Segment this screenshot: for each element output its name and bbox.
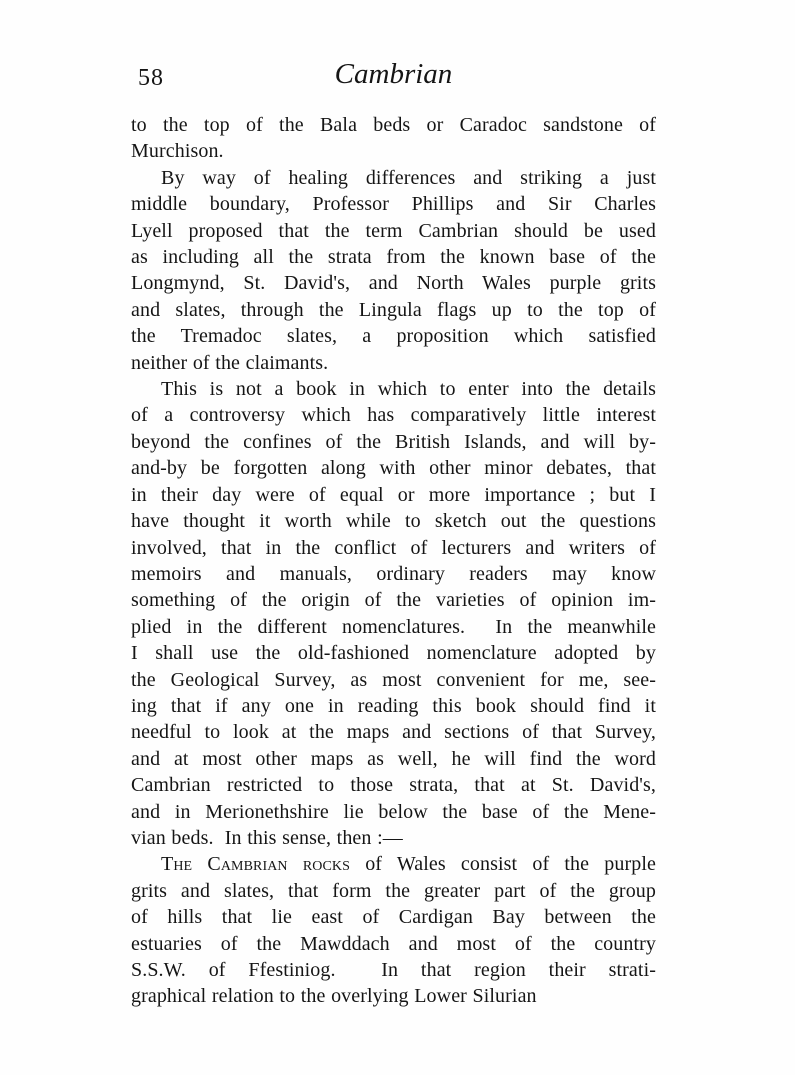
text-line: in their day were of equal or more importance ; but I — [131, 483, 656, 506]
text-line: to the top of the Bala beds or Caradoc sandstone of — [131, 114, 656, 136]
small-caps-text: rocks — [287, 853, 351, 876]
text-segment: of Wales consist of the purple — [350, 853, 656, 876]
text-line — [131, 851, 656, 877]
text-line: something of the origin of the varieties of opinion im- — [131, 589, 656, 612]
text-line: and at most other maps as well, he will find the word — [131, 747, 656, 770]
text-line: have thought it worth while to sketch out the questions — [131, 510, 656, 533]
text-line: plied in the different nomenclatures. In the meanwhile — [131, 615, 656, 638]
page-body — [131, 112, 656, 1010]
text-line: the Tremadoc slates, a proposition which satisfied — [131, 325, 656, 348]
text-line: vian beds. In this sense, then :— — [131, 826, 403, 849]
small-caps-text: he — [173, 853, 193, 876]
text-line: graphical relation to the overlying Lower Silurian — [131, 985, 537, 1008]
text-line: the Geological Survey, as most convenient for me, see- — [131, 668, 656, 691]
text-line: of hills that lie east of Cardigan Bay between the — [131, 906, 656, 929]
text-line: estuaries of the Mawddach and most of the country — [131, 932, 656, 955]
text-line: needful to look at the maps and sections of that Survey, — [131, 721, 656, 744]
page-number: 58 — [138, 65, 164, 91]
text-line: and-by be forgotten along with other minor debates, that — [131, 457, 656, 480]
text-segment: C — [192, 853, 221, 876]
text-line: Murchison. — [131, 140, 224, 163]
text-line: Lyell proposed that the term Cambrian should be used — [131, 219, 656, 242]
text-segment: T — [161, 853, 174, 876]
text-line: neither of the claimants. — [131, 351, 329, 374]
text-line: I shall use the old-fashioned nomenclature adopted by — [131, 642, 656, 665]
text-line: memoirs and manuals, ordinary readers may know — [131, 562, 656, 585]
text-line: ing that if any one in reading this book should find it — [131, 694, 656, 717]
text-line: S.S.W. of Ffestiniog. In that region their strati- — [131, 959, 656, 981]
text-line: grits and slates, that form the greater part of the group — [131, 879, 656, 902]
text-line: By way of healing differences and striking a just — [161, 166, 656, 189]
page-header — [131, 58, 656, 98]
text-line: beyond the confines of the British Islands, and will by- — [131, 430, 656, 453]
text-line: and slates, through the Lingula flags up to the top of — [131, 298, 656, 321]
text-line: Cambrian restricted to those strata, that at St. David's, — [131, 774, 656, 797]
text-line: This is not a book in which to enter into the details — [161, 378, 656, 401]
text-line: as including all the strata from the known base of the — [131, 246, 656, 269]
text-line: and in Merionethshire lie below the base of the Mene- — [131, 800, 656, 823]
running-title: Cambrian — [334, 58, 453, 90]
small-caps-text: ambrian — [220, 853, 288, 876]
text-line: involved, that in the conflict of lecturers and writers of — [131, 536, 656, 559]
text-line: Longmynd, St. David's, and North Wales purple grits — [131, 272, 656, 295]
text-line: middle boundary, Professor Phillips and Sir Charles — [131, 193, 656, 216]
text-line: of a controversy which has comparatively little interest — [131, 404, 656, 427]
